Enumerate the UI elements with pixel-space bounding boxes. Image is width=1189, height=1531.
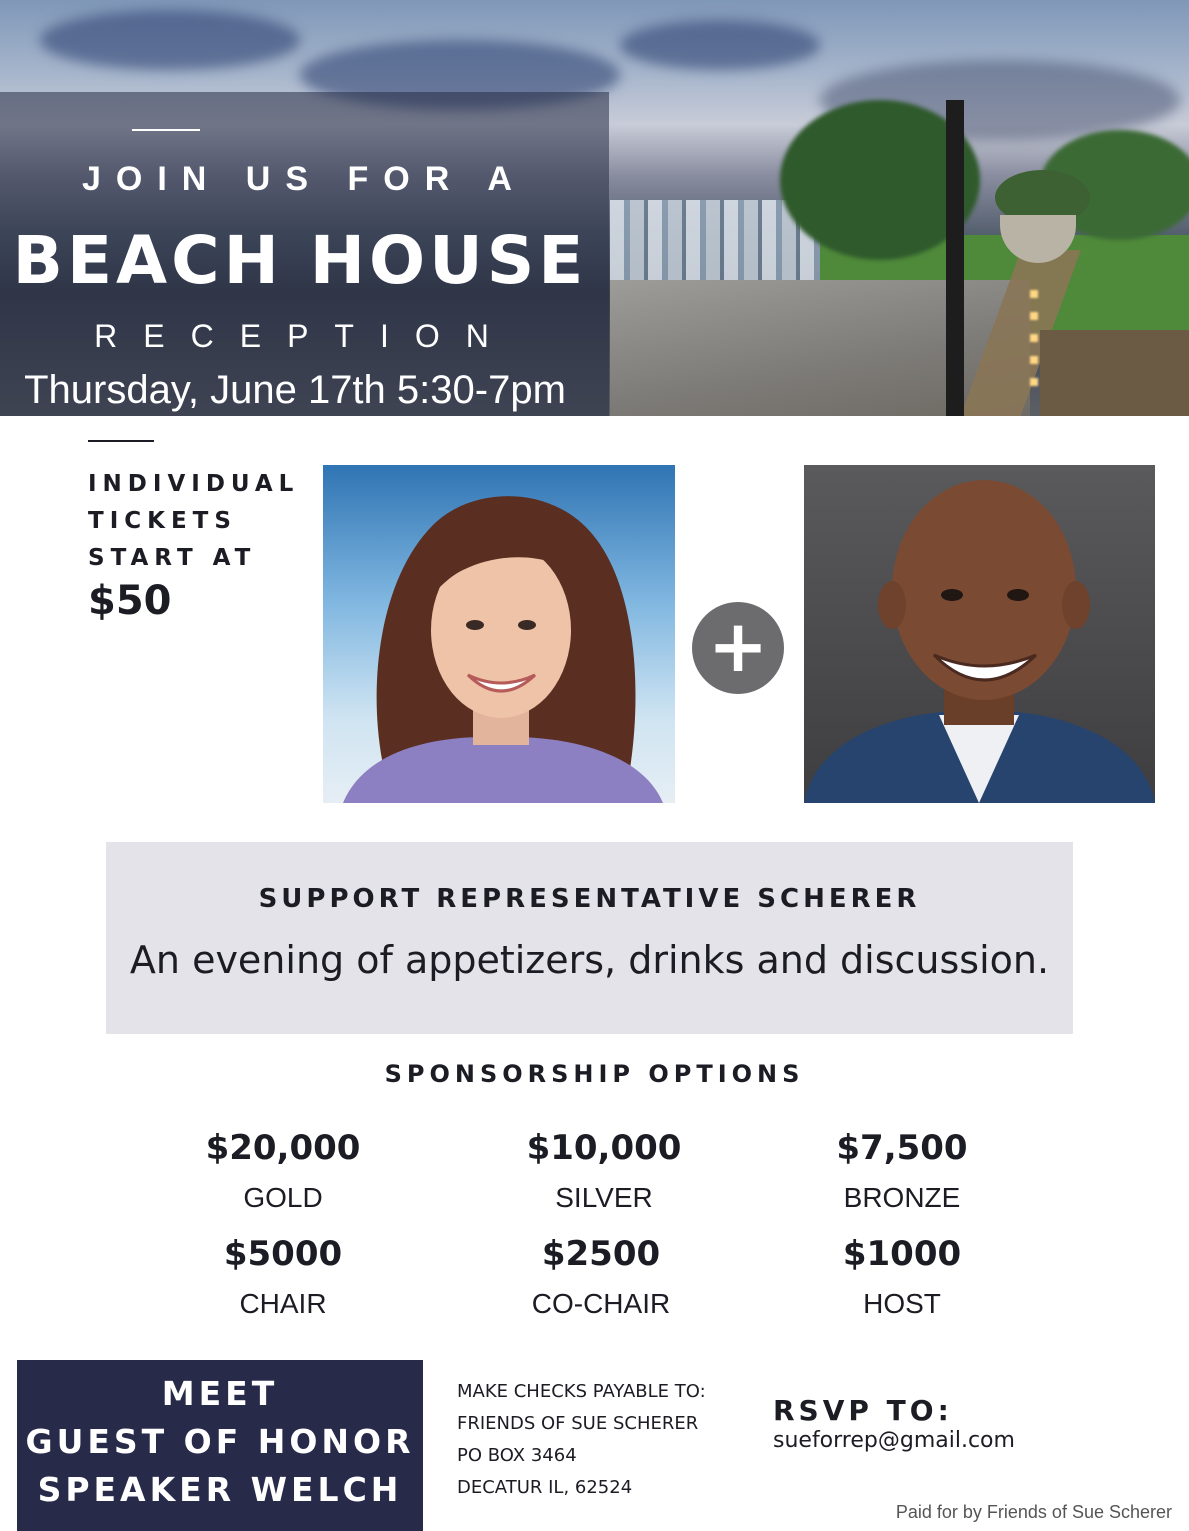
- tier-name: GOLD: [243, 1182, 323, 1213]
- headline-reception: RECEPTION: [94, 318, 515, 354]
- support-box: [106, 842, 1073, 1034]
- ticket-line: INDIVIDUAL: [88, 471, 300, 497]
- headline-join: JOIN US FOR A: [82, 160, 527, 198]
- support-title: SUPPORT REPRESENTATIVE SCHERER: [258, 884, 921, 914]
- sponsorship-title: SPONSORSHIP OPTIONS: [384, 1060, 805, 1088]
- cloud-shape: [620, 20, 820, 70]
- sponsor-tier-silver: [454, 1128, 754, 1214]
- rsvp-email: sueforrep@gmail.com: [773, 1428, 1015, 1453]
- tier-amount: $7,500: [836, 1128, 968, 1168]
- ticket-price: $50: [88, 578, 172, 624]
- meet-guest-box: [17, 1360, 423, 1531]
- sponsor-tier-bronze: [752, 1128, 1052, 1214]
- ticket-line: TICKETS: [88, 508, 237, 534]
- plus-icon: +: [692, 602, 784, 694]
- support-subtitle: An evening of appetizers, drinks and discussion.: [129, 938, 1050, 982]
- string-lights: [1030, 290, 1038, 400]
- rsvp-label: RSVP TO:: [773, 1394, 953, 1427]
- meet-line: SPEAKER WELCH: [37, 1470, 403, 1509]
- decorative-dash: [88, 440, 154, 442]
- checks-info: [457, 1376, 706, 1504]
- cloud-shape: [40, 10, 300, 70]
- checks-line: FRIENDS OF SUE SCHERER: [457, 1413, 699, 1434]
- wooden-deck: [1040, 330, 1189, 416]
- event-datetime: Thursday, June 17th 5:30-7pm: [24, 368, 566, 412]
- man-portrait-photo: [804, 465, 1155, 803]
- tier-amount: $2500: [541, 1234, 661, 1274]
- lamp-post: [946, 100, 964, 416]
- woman-portrait-photo: [323, 465, 675, 803]
- meet-line: GUEST OF HONOR: [25, 1422, 415, 1461]
- sponsor-tier-chair: [133, 1234, 433, 1320]
- tier-name: CO-CHAIR: [531, 1288, 671, 1319]
- sponsor-tier-gold: [133, 1128, 433, 1214]
- checks-line: DECATUR IL, 62524: [457, 1477, 633, 1498]
- headline-beach-house: BEACH HOUSE: [12, 222, 588, 299]
- tier-amount: $10,000: [526, 1128, 682, 1168]
- checks-line: PO BOX 3464: [457, 1445, 577, 1466]
- ticket-info: [88, 466, 299, 577]
- hero-banner: [0, 0, 1189, 416]
- meet-line: MEET: [161, 1374, 279, 1413]
- paid-for-disclaimer: Paid for by Friends of Sue Scherer: [895, 1502, 1172, 1522]
- sponsor-tier-host: [752, 1234, 1052, 1320]
- tier-name: SILVER: [555, 1182, 653, 1213]
- tier-name: BRONZE: [843, 1182, 961, 1213]
- tier-amount: $20,000: [205, 1128, 361, 1168]
- tier-amount: $5000: [223, 1234, 343, 1274]
- tier-name: HOST: [863, 1288, 941, 1319]
- tier-amount: $1000: [842, 1234, 962, 1274]
- ticket-line: START AT: [88, 545, 257, 571]
- decorative-dash: [132, 129, 200, 131]
- sponsor-tier-co-chair: [451, 1234, 751, 1320]
- checks-line: MAKE CHECKS PAYABLE TO:: [457, 1381, 706, 1402]
- tier-name: CHAIR: [239, 1288, 327, 1319]
